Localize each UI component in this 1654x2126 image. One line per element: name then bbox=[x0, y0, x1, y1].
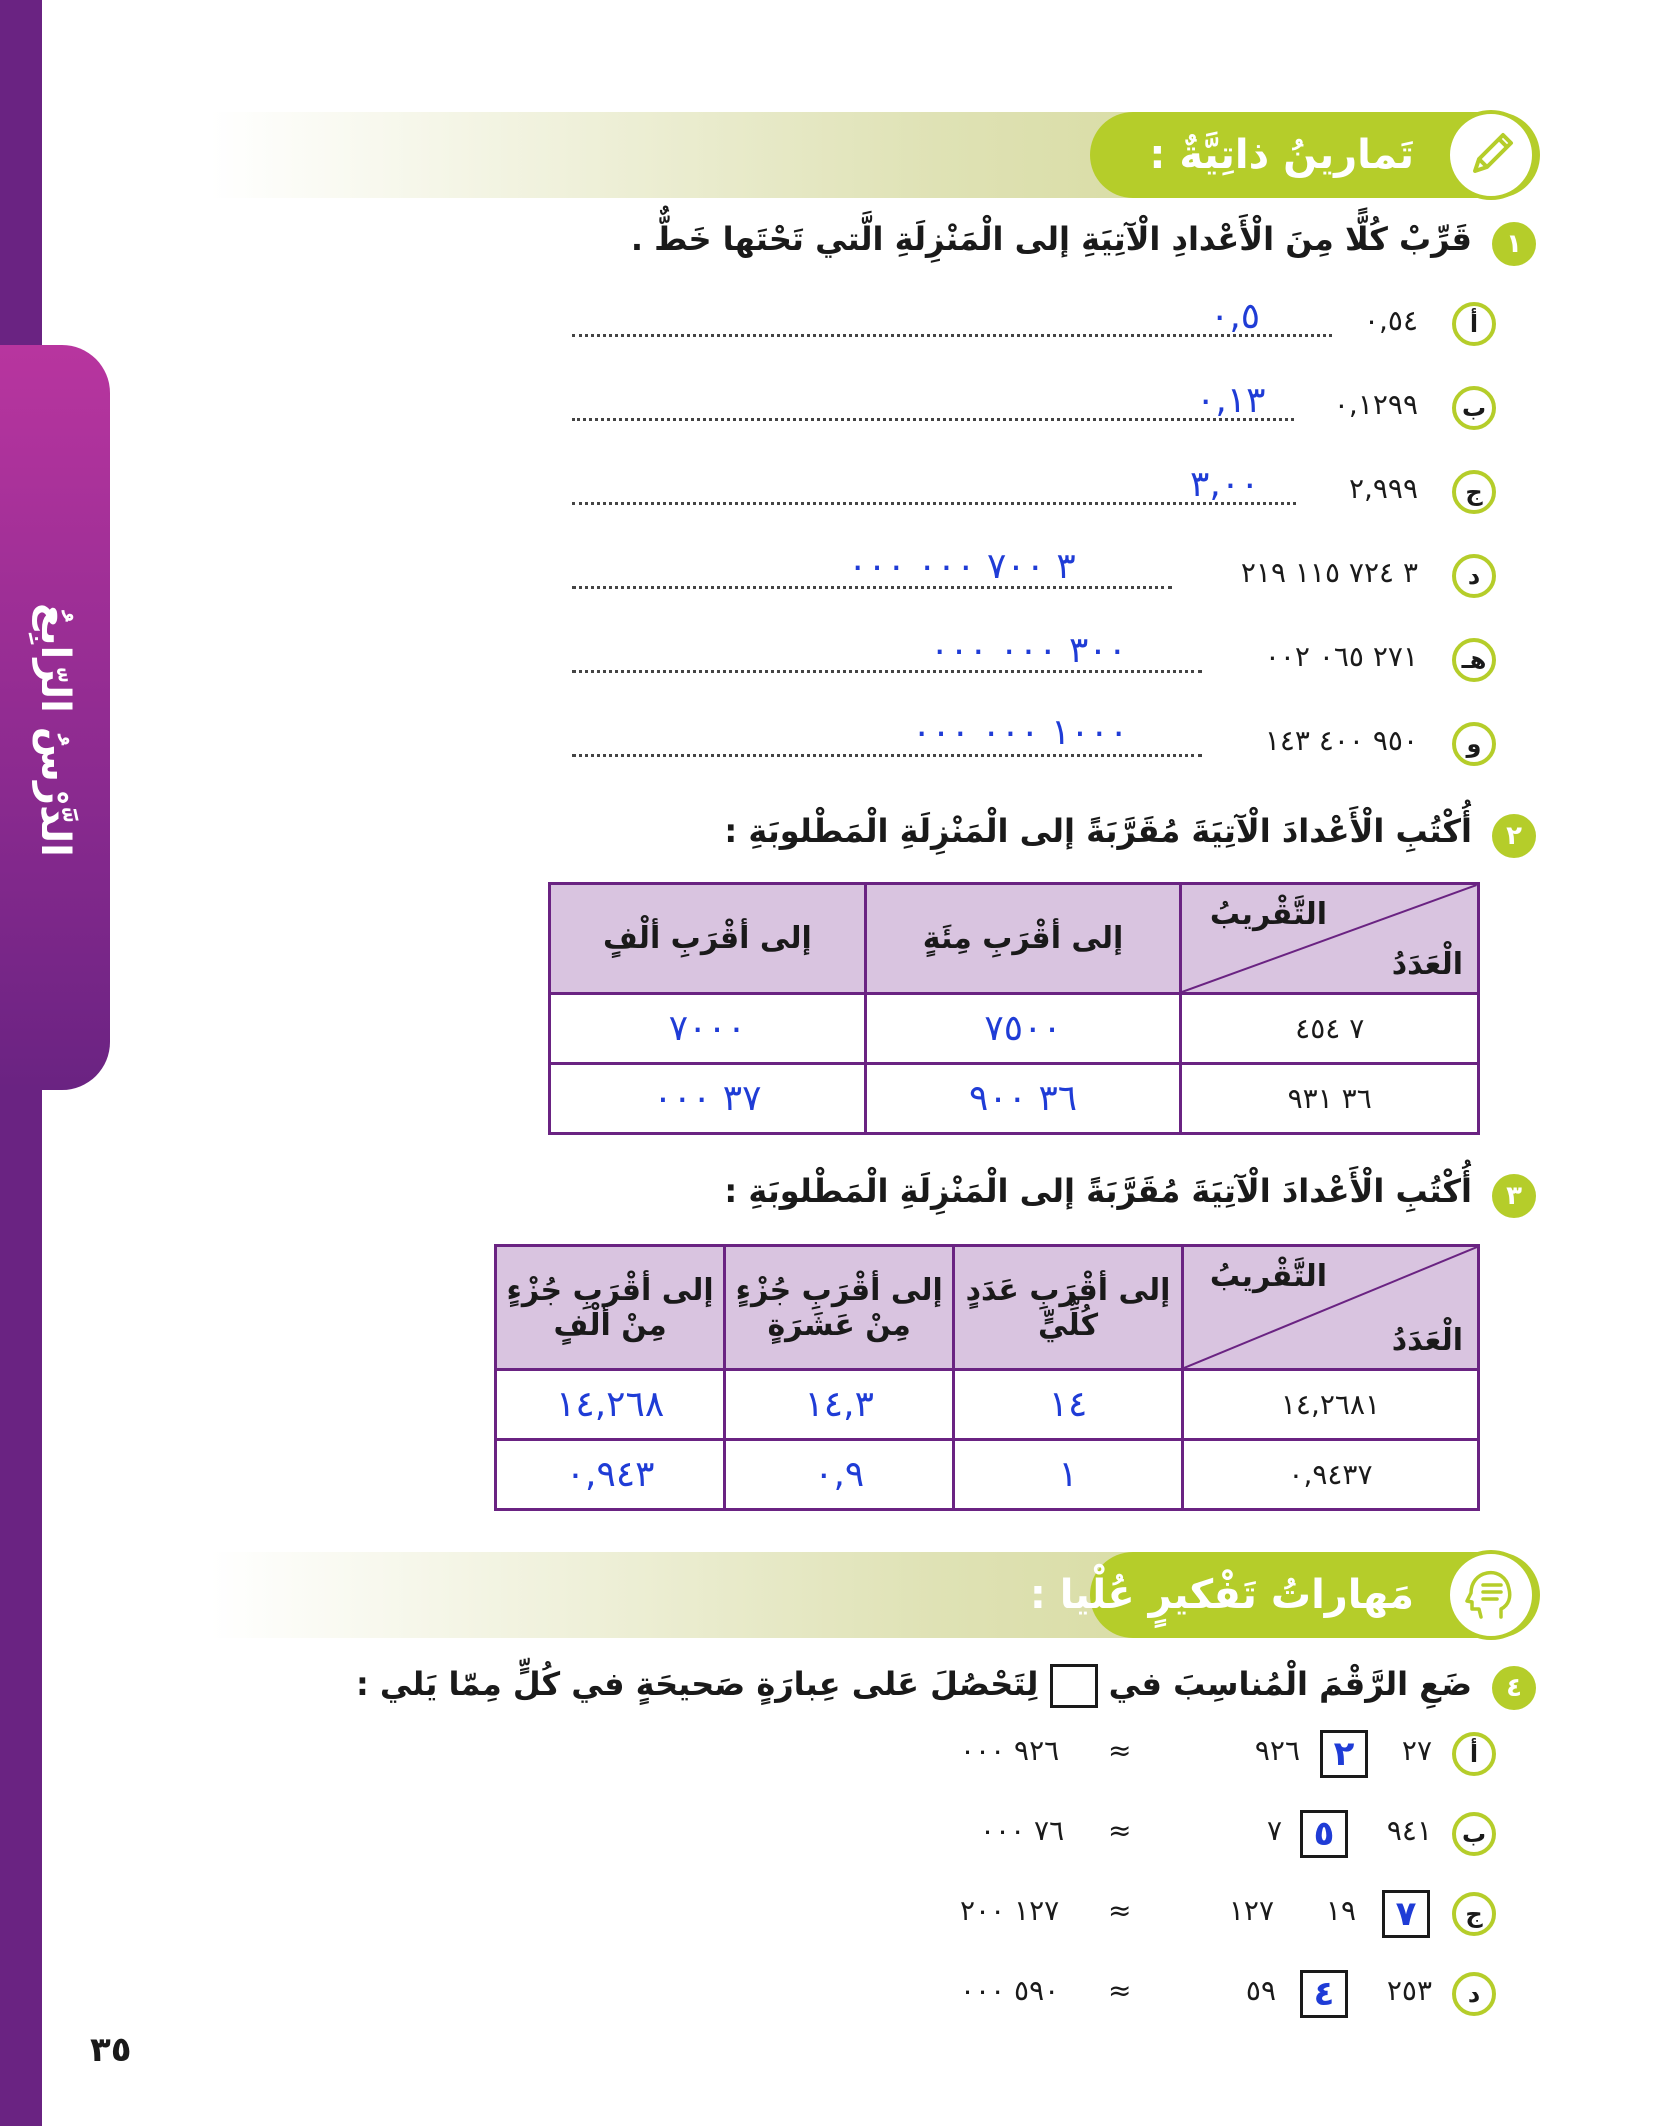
item-number: ٠,٥٤ bbox=[1363, 304, 1418, 337]
question-number: ١ bbox=[1492, 222, 1536, 266]
question-text: أُكْتُبِ الْأَعْدادَ الْآتِيَةَ مُقَرَّبَةً إلى الْمَنْزِلَةِ الْمَطْلوبَةِ : bbox=[724, 1172, 1472, 1210]
table-diagonal-header bbox=[1182, 1246, 1478, 1370]
item-letter: د bbox=[1452, 1972, 1496, 2016]
column-header-line: كُلِّيٍّ bbox=[1038, 1307, 1099, 1343]
lesson-tab-label: الدَّرْسُ الرّابِعُ bbox=[32, 603, 78, 857]
handwritten-answer: ٠,٩ bbox=[725, 1440, 954, 1510]
approx-symbol: ≈ bbox=[1108, 1894, 1132, 1927]
table-diagonal-header bbox=[1181, 884, 1479, 994]
item-left-number: ٩٤١ bbox=[1386, 1814, 1432, 1847]
column-header-line: مِنْ عَشَرَةٍ bbox=[767, 1307, 911, 1343]
handwritten-answer: ٠,٥ bbox=[1210, 296, 1261, 337]
item-left-number: ٢٥٣ bbox=[1386, 1974, 1432, 2007]
table-cell-number: ٣٦ ٩٣١ bbox=[1181, 1064, 1479, 1134]
table-cell-number: ٧ ٤٥٤ bbox=[1181, 994, 1479, 1064]
item-letter: أ bbox=[1452, 302, 1496, 346]
column-header-line: إلى أقْرَبِ عَدَدٍ bbox=[965, 1272, 1171, 1308]
item-number: ٢,٩٩٩ bbox=[1348, 472, 1418, 505]
column-header: إلى أقْرَبِ ألْفٍ bbox=[550, 884, 866, 994]
answer-line bbox=[572, 418, 1294, 421]
question-number: ٣ bbox=[1492, 1174, 1536, 1218]
header-approx: التَّقْريبُ bbox=[1209, 1259, 1327, 1294]
digit-box: ٧ bbox=[1382, 1890, 1430, 1938]
page-number: ٣٥ bbox=[90, 2030, 132, 2070]
item-number: ٩٥٠ ٤٠٠ ١٤٣ bbox=[1264, 724, 1418, 757]
header-number: الْعَدَدُ bbox=[1391, 947, 1463, 982]
item-result: ٥٩٠ ٠٠٠ bbox=[960, 1974, 1060, 2007]
head-thinking-icon bbox=[1446, 1550, 1536, 1640]
item-right-number: ٥٩ bbox=[1245, 1974, 1276, 2007]
header-approx: التَّقْريبُ bbox=[1209, 897, 1327, 932]
question-text-part: ضَعِ الرَّقْمَ الْمُناسِبَ في bbox=[1108, 1665, 1472, 1703]
question-text bbox=[356, 1664, 1472, 1708]
section-title: مَهاراتُ تَفْكيرٍ عُلْيا : bbox=[1029, 1572, 1414, 1618]
question-number: ٤ bbox=[1492, 1666, 1536, 1710]
question-text-part: لِتَحْصُلَ عَلى عِبارَةٍ صَحيحَةٍ في كُلٍّ مِمّا يَلي : bbox=[355, 1665, 1039, 1703]
column-header-line: إلى أقْرَبِ جُزْءٍ bbox=[735, 1272, 943, 1308]
item-letter: و bbox=[1452, 722, 1496, 766]
handwritten-answer: ٣ ٧٠٠ ٠٠٠ ٠٠٠ bbox=[848, 546, 1076, 587]
handwritten-answer: ٣٧ ٠٠٠ bbox=[550, 1064, 866, 1134]
item-right-number: ١٢٧ bbox=[1228, 1894, 1274, 1927]
item-right-number: ٧ bbox=[1266, 1814, 1282, 1847]
handwritten-answer: ١٤ bbox=[954, 1370, 1183, 1440]
handwritten-answer: ٧٠٠٠ bbox=[550, 994, 866, 1064]
item-number: ٢٧١ ٠٦٥ ٠٠٢ bbox=[1264, 640, 1418, 673]
item-result: ١٢٧ ٢٠٠ bbox=[960, 1894, 1060, 1927]
item-left-number: ١٩ bbox=[1325, 1894, 1356, 1927]
pencil-icon bbox=[1446, 110, 1536, 200]
column-header bbox=[496, 1246, 725, 1370]
item-right-number: ٩٢٦ bbox=[1254, 1734, 1300, 1767]
question-number: ٢ bbox=[1492, 814, 1536, 858]
item-letter: هـ bbox=[1452, 638, 1496, 682]
item-letter: ج bbox=[1452, 470, 1496, 514]
item-left-number: ٢٧ bbox=[1401, 1734, 1432, 1767]
question-text: قَرِّبْ كُلًّا مِنَ الْأَعْدادِ الْآتِيَةِ إلى الْمَنْزِلَةِ الَّتي تَحْتَها خَطٌّ . bbox=[630, 220, 1472, 258]
handwritten-answer: ١٤,٢٦٨ bbox=[496, 1370, 725, 1440]
section-title: تَمارينُ ذاتِيَّةٌ : bbox=[1149, 132, 1414, 178]
item-letter: أ bbox=[1452, 1732, 1496, 1776]
column-header bbox=[954, 1246, 1183, 1370]
approx-symbol: ≈ bbox=[1108, 1734, 1132, 1767]
answer-line bbox=[572, 754, 1202, 757]
approx-symbol: ≈ bbox=[1108, 1974, 1132, 2007]
column-header: إلى أقْرَبِ مِئَةٍ bbox=[865, 884, 1181, 994]
handwritten-answer: ٣٦ ٩٠٠ bbox=[865, 1064, 1181, 1134]
handwritten-answer: ٧٥٠٠ bbox=[865, 994, 1181, 1064]
table-cell-number: ١٤,٢٦٨١ bbox=[1182, 1370, 1478, 1440]
empty-box-symbol bbox=[1050, 1664, 1098, 1708]
item-letter: ب bbox=[1452, 386, 1496, 430]
item-letter: ب bbox=[1452, 1812, 1496, 1856]
item-result: ٩٢٦ ٠٠٠ bbox=[960, 1734, 1060, 1767]
handwritten-answer: ١ bbox=[954, 1440, 1183, 1510]
handwritten-answer: ٣,٠٠ bbox=[1190, 464, 1260, 505]
rounding-table-2 bbox=[494, 1244, 1480, 1511]
handwritten-answer: ١٠٠٠ ٠٠٠ ٠٠٠ bbox=[912, 712, 1129, 753]
item-letter: د bbox=[1452, 554, 1496, 598]
digit-box: ٢ bbox=[1320, 1730, 1368, 1778]
column-header bbox=[725, 1246, 954, 1370]
header-number: الْعَدَدُ bbox=[1391, 1323, 1463, 1358]
table-cell-number: ٠,٩٤٣٧ bbox=[1182, 1440, 1478, 1510]
handwritten-answer: ١٤,٣ bbox=[725, 1370, 954, 1440]
handwritten-answer: ٠,١٣ bbox=[1196, 380, 1266, 421]
question-text: أُكْتُبِ الْأَعْدادَ الْآتِيَةَ مُقَرَّبَةً إلى الْمَنْزِلَةِ الْمَطْلوبَةِ : bbox=[724, 812, 1472, 850]
handwritten-answer: ٠,٩٤٣ bbox=[496, 1440, 725, 1510]
digit-box: ٥ bbox=[1300, 1810, 1348, 1858]
item-number: ٣ ٧٢٤ ١١٥ ٢١٩ bbox=[1240, 556, 1418, 589]
digit-box: ٤ bbox=[1300, 1970, 1348, 2018]
answer-line bbox=[572, 502, 1296, 505]
column-header-line: مِنْ ألْفٍ bbox=[553, 1307, 667, 1343]
item-result: ٧٦ ٠٠٠ bbox=[980, 1814, 1065, 1847]
item-number: ٠,١٢٩٩ bbox=[1333, 388, 1418, 421]
item-letter: ج bbox=[1452, 1892, 1496, 1936]
rounding-table-1 bbox=[548, 882, 1480, 1135]
handwritten-answer: ٣٠٠ ٠٠٠ ٠٠٠ bbox=[930, 630, 1127, 671]
approx-symbol: ≈ bbox=[1108, 1814, 1132, 1847]
column-header-line: إلى أقْرَبِ جُزْءٍ bbox=[506, 1272, 714, 1308]
